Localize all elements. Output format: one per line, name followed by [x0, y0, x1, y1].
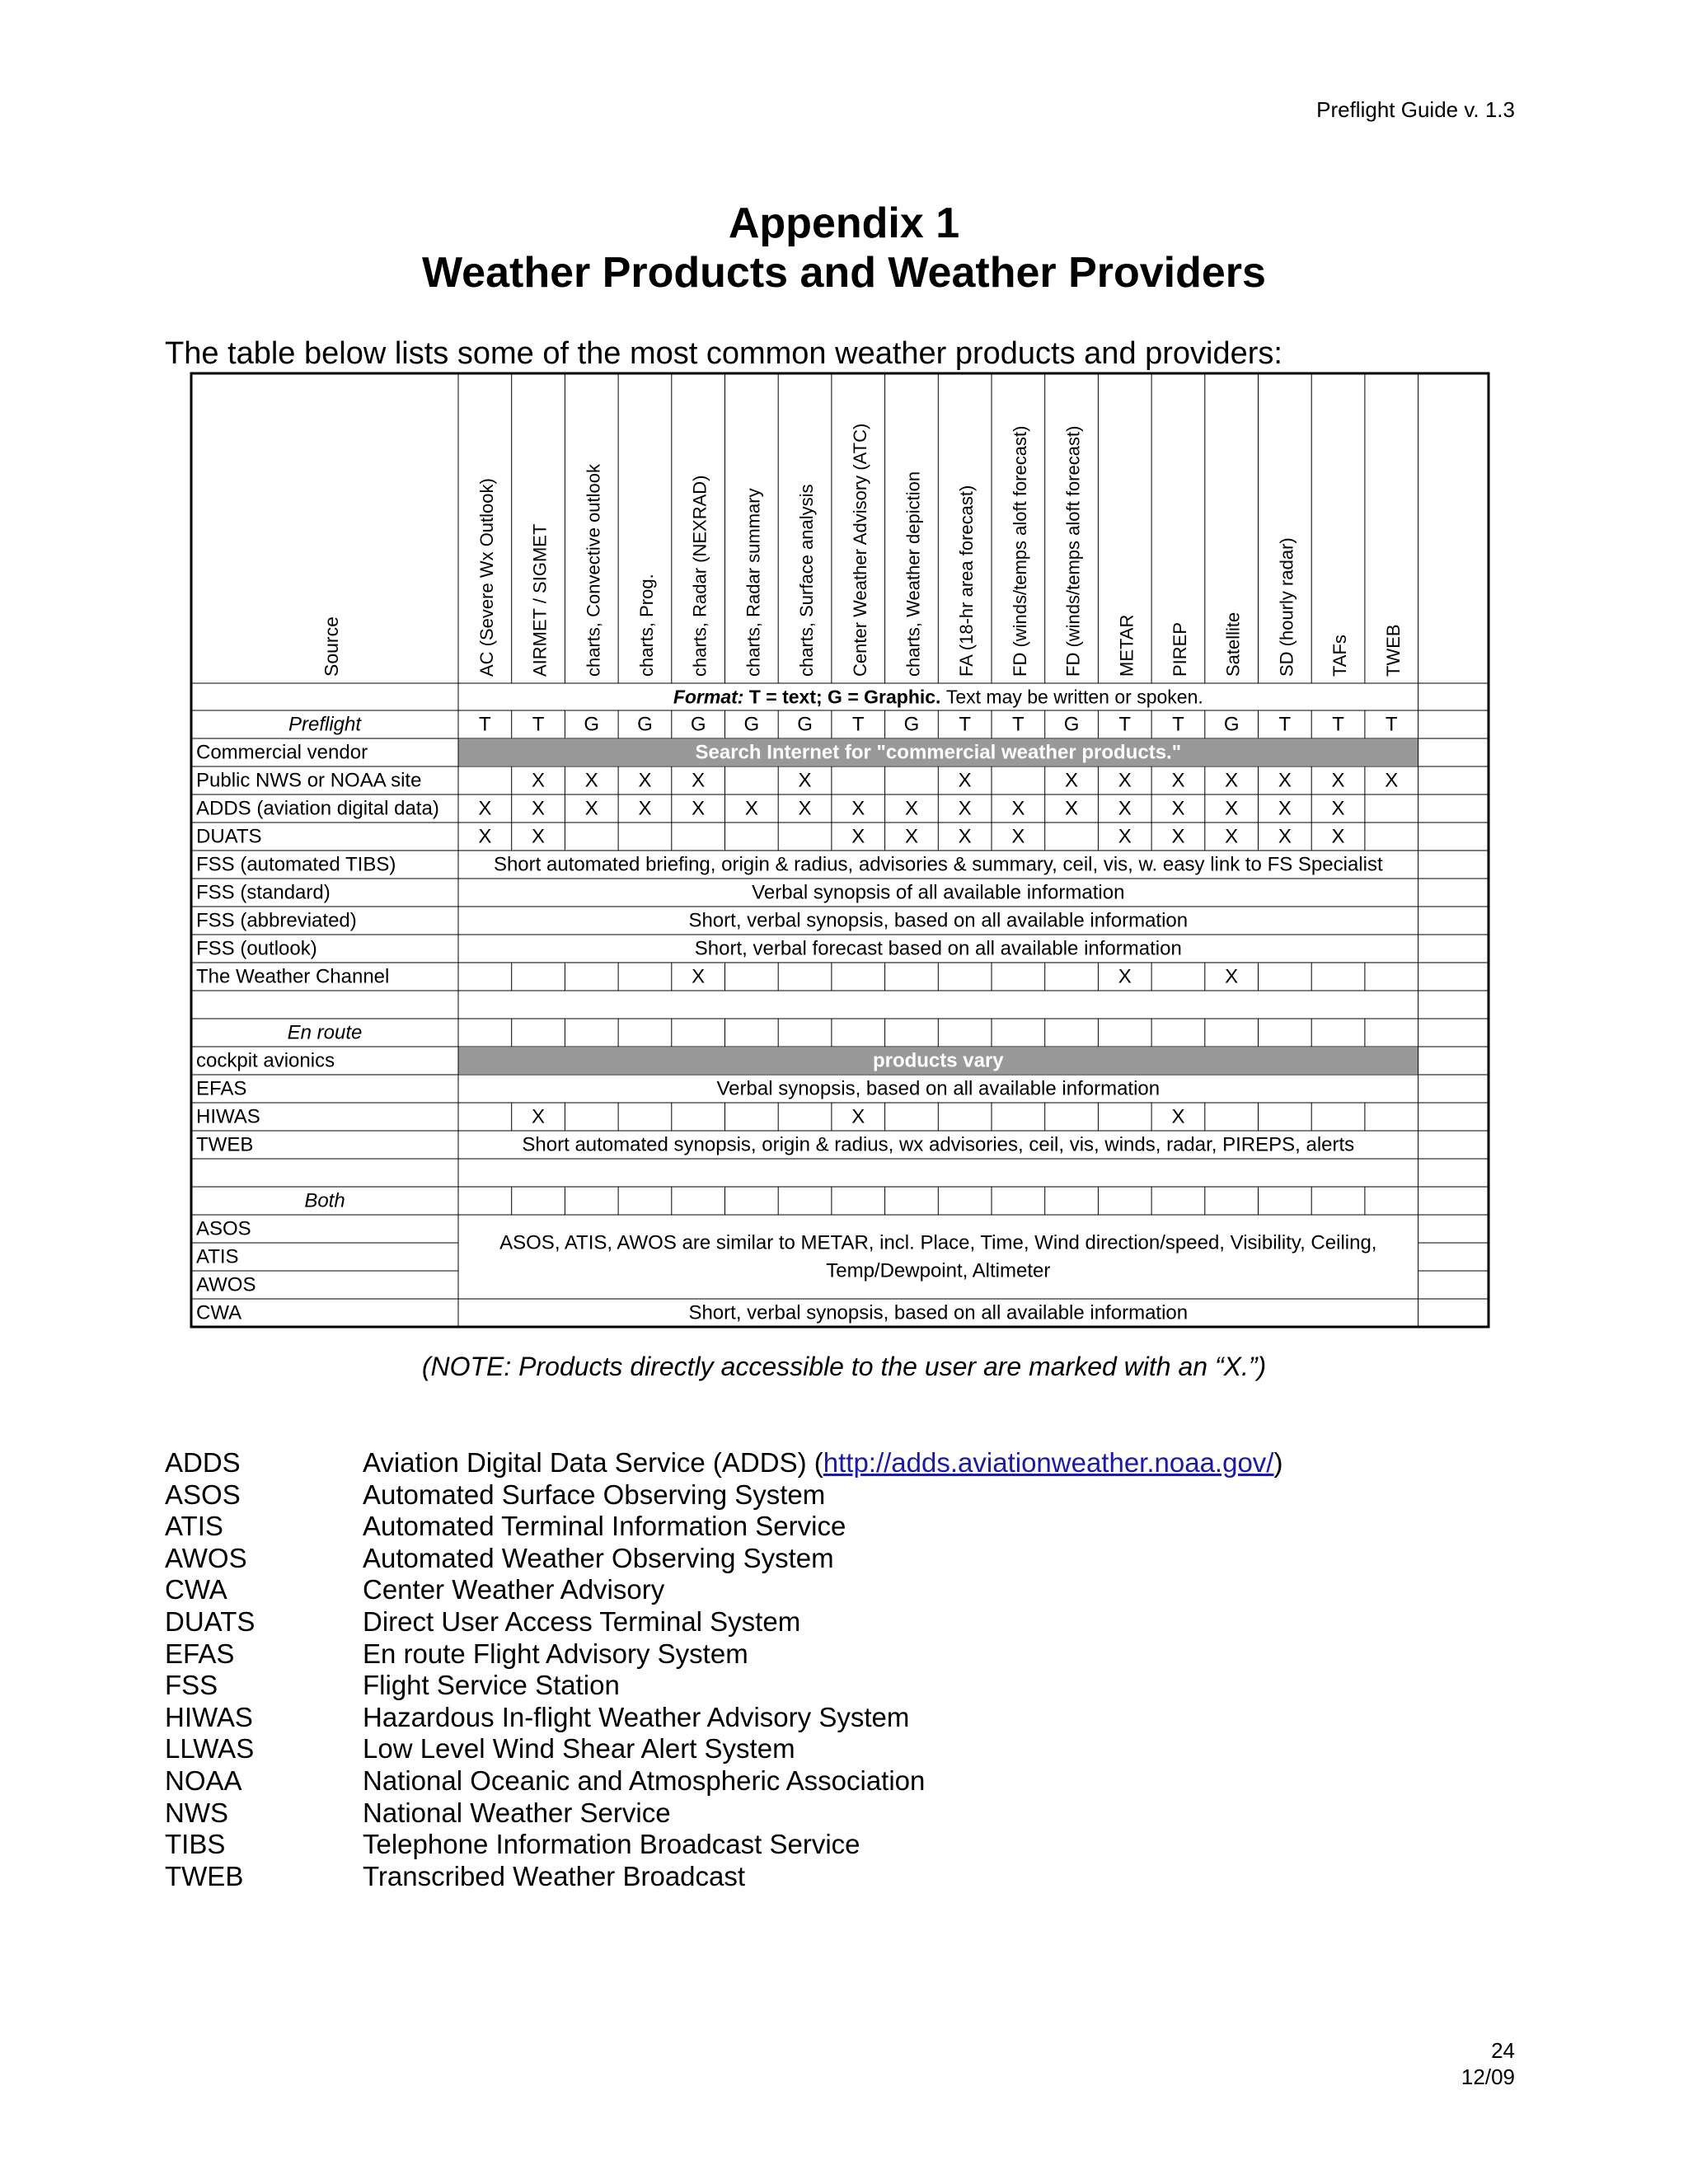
- cell-mark: X: [958, 825, 972, 848]
- row-label: ASOS: [196, 1217, 251, 1240]
- cell-mark: X: [798, 769, 812, 792]
- cell-mark: T: [1332, 713, 1344, 736]
- glossary-definition: [363, 1638, 748, 1671]
- span-text: Verbal synopsis, based on all available information: [716, 1077, 1160, 1100]
- cell-mark: T: [959, 713, 971, 736]
- glossary-item: [165, 1638, 1282, 1671]
- column-header-15: Satellite: [1222, 612, 1244, 677]
- cell-mark: T: [1172, 713, 1184, 736]
- cell-mark: X: [1118, 769, 1132, 792]
- glossary-definition: [363, 1733, 795, 1765]
- cell-mark: X: [478, 797, 492, 820]
- cell-mark: T: [851, 713, 865, 736]
- cell-mark: X: [584, 769, 598, 792]
- cell-mark: X: [532, 1105, 546, 1128]
- cell-mark: X: [584, 797, 598, 820]
- banner-text: products vary: [872, 1049, 1004, 1072]
- row-label: TWEB: [196, 1133, 254, 1156]
- row-label: Public NWS or NOAA site: [196, 769, 422, 792]
- span-text: Short automated synopsis, origin & radius, wx advisories, ceil, vis, winds, radar, PIREPS, alerts: [522, 1133, 1355, 1156]
- cell-mark: X: [1171, 769, 1185, 792]
- cell-mark: T: [479, 713, 491, 736]
- cell-mark: X: [851, 1105, 865, 1128]
- glossary-definition-text: Flight Service Station: [363, 1670, 620, 1701]
- glossary-abbr: HIWAS: [165, 1701, 253, 1732]
- cell-mark: X: [1331, 825, 1345, 848]
- column-header-4: charts, Prog.: [635, 574, 657, 677]
- column-header-2: AIRMET / SIGMET: [529, 523, 551, 677]
- cell-mark: X: [1331, 797, 1345, 820]
- cell-mark: X: [851, 797, 865, 820]
- column-header-7: charts, Surface analysis: [796, 484, 818, 677]
- glossary-abbr: TIBS: [165, 1829, 226, 1860]
- column-header-5: charts, Radar (NEXRAD): [689, 475, 710, 677]
- cell-mark: G: [1223, 713, 1240, 736]
- glossary-abbr: ATIS: [165, 1511, 223, 1542]
- glossary-item: [165, 1447, 1282, 1479]
- glossary-definition: [363, 1829, 860, 1861]
- glossary-definition: [363, 1447, 1282, 1479]
- cell-mark: T: [1012, 713, 1025, 736]
- glossary-definition-text: Hazardous In-flight Weather Advisory System: [363, 1701, 910, 1732]
- cell-mark: X: [1118, 797, 1132, 820]
- cell-mark: X: [638, 769, 652, 792]
- row-label: Both: [304, 1189, 345, 1212]
- doc-version-header: Preflight Guide v. 1.3: [1316, 97, 1515, 122]
- cell-mark: X: [532, 797, 546, 820]
- row-label: Preflight: [288, 713, 362, 736]
- glossary-abbr: ADDS: [165, 1447, 241, 1478]
- column-header-18: TWEB: [1382, 624, 1404, 677]
- cell-mark: X: [1331, 769, 1345, 792]
- column-header-16: SD (hourly radar): [1276, 537, 1297, 677]
- cell-mark: X: [1225, 825, 1239, 848]
- glossary-definition-text: Aviation Digital Data Service (ADDS) (: [363, 1447, 823, 1478]
- cell-mark: X: [532, 825, 546, 848]
- row-label: FSS (abbreviated): [196, 909, 357, 932]
- glossary-item: [165, 1670, 1282, 1702]
- glossary-definition: [363, 1479, 825, 1511]
- glossary: [165, 1447, 1282, 1892]
- cell-mark: T: [1118, 713, 1132, 736]
- row-label: FSS (standard): [196, 881, 331, 904]
- glossary-definition: [363, 1543, 834, 1575]
- cell-mark: X: [638, 797, 652, 820]
- glossary-definition-text: Center Weather Advisory: [363, 1574, 665, 1605]
- row-label: En route: [287, 1021, 363, 1044]
- row-label: HIWAS: [196, 1105, 260, 1128]
- glossary-definition-text: En route Flight Advisory System: [363, 1638, 748, 1669]
- glossary-item: [165, 1797, 1282, 1830]
- cell-mark: T: [1385, 713, 1398, 736]
- glossary-definition-text: Automated Surface Observing System: [363, 1479, 826, 1510]
- column-header-3: charts, Convective outlook: [583, 463, 604, 677]
- cell-mark: X: [1278, 797, 1292, 820]
- span-text: Short, verbal synopsis, based on all available information: [688, 1301, 1189, 1324]
- cell-mark: X: [1171, 797, 1185, 820]
- cell-mark: X: [478, 825, 492, 848]
- page-date: 12/09: [1461, 2064, 1515, 2089]
- source-column-header: Source: [321, 616, 342, 677]
- glossary-definition: [363, 1765, 925, 1797]
- glossary-definition: [363, 1861, 745, 1893]
- cell-mark: G: [743, 713, 760, 736]
- column-header-1: AC (Severe Wx Outlook): [476, 478, 497, 677]
- cell-mark: T: [1278, 713, 1292, 736]
- cell-mark: X: [1225, 769, 1239, 792]
- glossary-definition: [363, 1702, 909, 1734]
- glossary-abbr: CWA: [165, 1574, 227, 1605]
- row-label: AWOS: [196, 1273, 256, 1296]
- banner-text: Search Internet for "commercial weather products.": [695, 741, 1182, 764]
- cell-mark: X: [1065, 769, 1079, 792]
- cell-mark: X: [1171, 825, 1185, 848]
- glossary-abbr: ASOS: [165, 1479, 241, 1510]
- row-label: FSS (outlook): [196, 937, 317, 960]
- cell-mark: G: [690, 713, 706, 736]
- intro-text: The table below lists some of the most common weather products and providers:: [165, 336, 1282, 371]
- cell-mark: X: [1118, 825, 1132, 848]
- cell-mark: X: [1278, 825, 1292, 848]
- glossary-item: [165, 1574, 1282, 1606]
- glossary-item: [165, 1733, 1282, 1765]
- glossary-definition-text: Telephone Information Broadcast Service: [363, 1829, 860, 1860]
- cell-mark: G: [1063, 713, 1080, 736]
- span-text: Short automated briefing, origin & radius, advisories & summary, ceil, vis, w. easy link to FS Specialist: [493, 853, 1383, 876]
- cell-mark: X: [1011, 797, 1025, 820]
- cell-mark: X: [1118, 965, 1132, 988]
- row-label: CWA: [196, 1301, 242, 1324]
- cell-mark: X: [692, 769, 706, 792]
- merged-text-line1: ASOS, ATIS, AWOS are similar to METAR, incl. Place, Time, Wind direction/speed, Visibility, Ceiling,: [499, 1231, 1377, 1254]
- glossary-item: [165, 1702, 1282, 1734]
- span-text: Short, verbal forecast based on all available information: [694, 937, 1182, 960]
- column-header-12: FD (winds/temps aloft forecast): [1062, 425, 1084, 677]
- glossary-definition-text: National Oceanic and Atmospheric Association: [363, 1765, 926, 1796]
- glossary-definition: [363, 1670, 620, 1702]
- column-header-13: METAR: [1116, 614, 1137, 677]
- merged-text-line2: Temp/Dewpoint, Altimeter: [826, 1259, 1051, 1282]
- format-legend: Format: T = text; G = Graphic. Text may be written or spoken.: [673, 686, 1203, 708]
- glossary-abbr: NOAA: [165, 1765, 242, 1796]
- cell-mark: X: [798, 797, 812, 820]
- column-header-11: FD (winds/temps aloft forecast): [1009, 425, 1030, 677]
- glossary-item: [165, 1606, 1282, 1638]
- glossary-item: [165, 1543, 1282, 1575]
- glossary-definition-text: National Weather Service: [363, 1797, 671, 1828]
- cell-mark: X: [1225, 797, 1239, 820]
- glossary-definition: [363, 1511, 846, 1543]
- glossary-abbr: DUATS: [165, 1605, 256, 1637]
- span-text: Short, verbal synopsis, based on all available information: [688, 909, 1189, 932]
- glossary-abbr: NWS: [165, 1797, 228, 1828]
- cell-mark: X: [1011, 825, 1025, 848]
- cell-mark: T: [532, 713, 545, 736]
- cell-mark: X: [692, 965, 706, 988]
- column-header-10: FA (18-hr area forecast): [956, 485, 978, 677]
- cell-mark: X: [1278, 769, 1292, 792]
- glossary-definition: [363, 1574, 664, 1606]
- page-title-line1: Appendix 1: [728, 199, 960, 247]
- glossary-abbr: AWOS: [165, 1542, 247, 1573]
- glossary-item: [165, 1765, 1282, 1797]
- row-label: FSS (automated TIBS): [196, 853, 396, 876]
- glossary-abbr: LLWAS: [165, 1733, 255, 1765]
- row-label: ATIS: [196, 1245, 239, 1268]
- glossary-definition-suffix: ): [1273, 1447, 1283, 1478]
- cell-mark: X: [532, 769, 546, 792]
- column-header-8: Center Weather Advisory (ATC): [849, 423, 870, 677]
- row-label: Commercial vendor: [196, 741, 368, 764]
- glossary-definition: [363, 1606, 800, 1638]
- cell-mark: X: [1225, 965, 1239, 988]
- column-header-14: PIREP: [1169, 621, 1190, 677]
- cell-mark: G: [797, 713, 813, 736]
- span-text: Verbal synopsis of all available information: [752, 881, 1125, 904]
- glossary-definition-text: Transcribed Weather Broadcast: [363, 1860, 746, 1891]
- row-label: The Weather Channel: [196, 965, 390, 988]
- glossary-item: [165, 1861, 1282, 1893]
- cell-mark: X: [1385, 769, 1399, 792]
- glossary-definition-text: Low Level Wind Shear Alert System: [363, 1733, 795, 1765]
- glossary-item: [165, 1511, 1282, 1543]
- cell-mark: X: [851, 825, 865, 848]
- column-header-17: TAFs: [1329, 635, 1351, 677]
- cell-mark: G: [584, 713, 600, 736]
- cell-mark: X: [904, 797, 918, 820]
- cell-mark: X: [744, 797, 758, 820]
- table-note: (NOTE: Products directly accessible to the user are marked with an “X.”): [421, 1352, 1267, 1381]
- glossary-definition: [363, 1797, 671, 1830]
- glossary-abbr: TWEB: [165, 1860, 244, 1891]
- glossary-item: [165, 1479, 1282, 1511]
- glossary-abbr: FSS: [165, 1670, 218, 1701]
- glossary-abbr: EFAS: [165, 1638, 235, 1669]
- cell-mark: G: [903, 713, 920, 736]
- adds-link[interactable]: http://adds.aviationweather.noaa.gov/: [823, 1447, 1274, 1478]
- row-label: cockpit avionics: [196, 1049, 335, 1072]
- row-label: EFAS: [196, 1077, 247, 1100]
- cell-mark: X: [1171, 1105, 1185, 1128]
- cell-mark: X: [692, 797, 706, 820]
- page-footer: [1461, 2037, 1515, 2090]
- glossary-definition-text: Automated Terminal Information Service: [363, 1511, 846, 1542]
- glossary-definition-text: Direct User Access Terminal System: [363, 1605, 801, 1637]
- page-title-line2: Weather Products and Weather Providers: [422, 249, 1266, 297]
- cell-mark: X: [1065, 797, 1079, 820]
- row-label: ADDS (aviation digital data): [196, 797, 439, 820]
- column-header-9: charts, Weather depiction: [903, 471, 924, 677]
- glossary-item: [165, 1829, 1282, 1861]
- column-header-6: charts, Radar summary: [743, 488, 764, 677]
- cell-mark: G: [637, 713, 653, 736]
- cell-mark: X: [904, 825, 918, 848]
- cell-mark: X: [958, 769, 972, 792]
- cell-mark: X: [958, 797, 972, 820]
- glossary-definition-text: Automated Weather Observing System: [363, 1542, 834, 1573]
- row-label: DUATS: [196, 825, 262, 848]
- page-number: 24: [1491, 2038, 1515, 2063]
